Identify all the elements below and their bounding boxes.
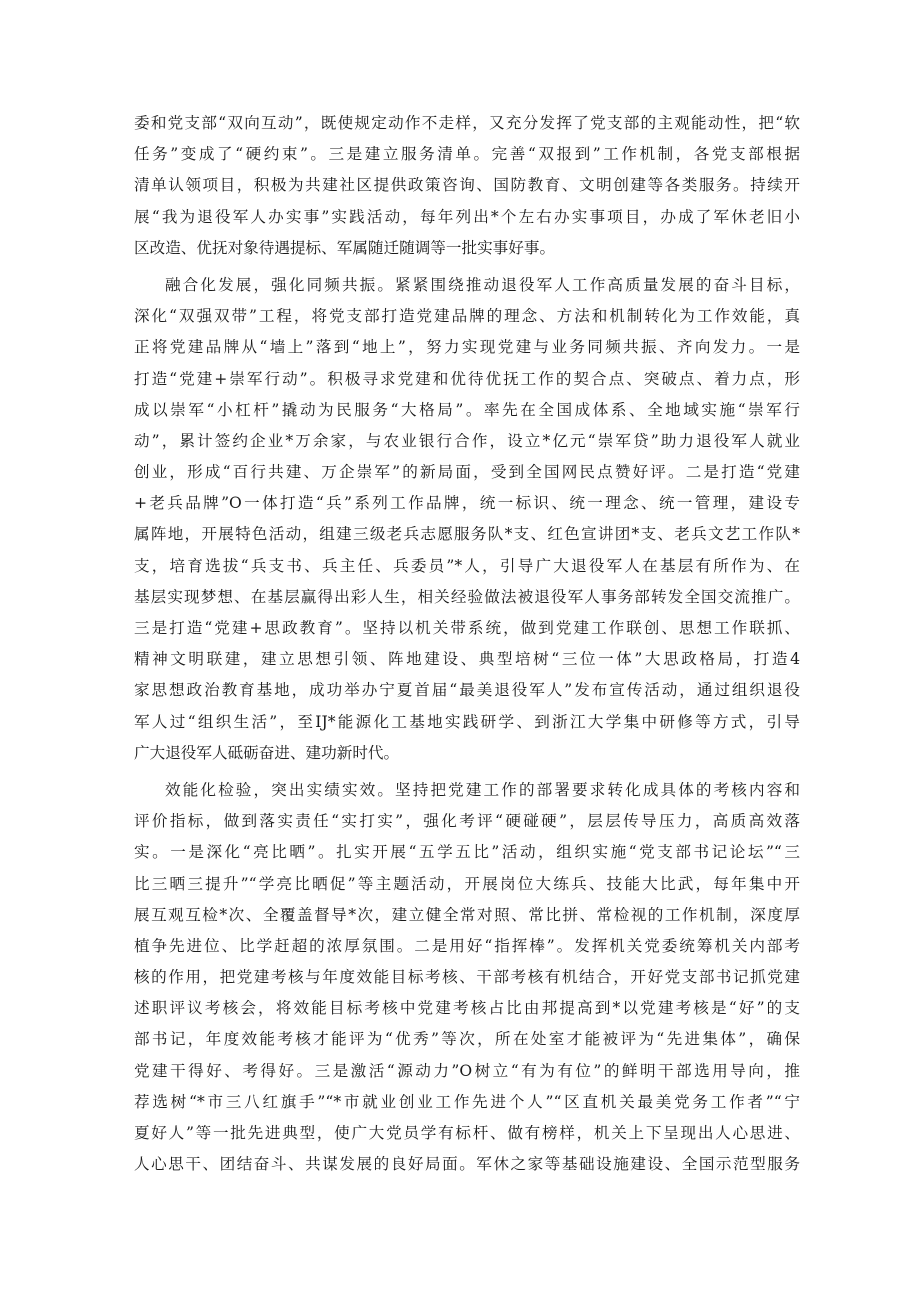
text-line: 支，培育选拔“兵支书、兵主任、兵委员”*人，引导广大退役军人在基层有所作为、在: [134, 556, 800, 575]
text-line: 区改造、优抚对象待遇提标、军属随迁随调等一批实事好事。: [134, 238, 556, 257]
text-line: 家思想政治教育基地，成功举办宁夏首届“最美退役军人”发布宣传活动，通过组织退役: [134, 681, 800, 700]
text-line: 展“我为退役军人办实事”实践活动，每年列出*个左右办实事项目，办成了军休老旧小: [134, 207, 800, 226]
text-line: 实。一是深化“亮比晒”。扎实开展“五学五比”活动，组织实施“党支部书记论坛”“三: [134, 843, 800, 862]
document-body: [134, 108, 800, 1180]
text-line: 核的作用，把党建考核与年度效能目标考核、干部考核有机结合，开好党支部书记抓党建: [134, 968, 800, 987]
paragraph-service-list: [134, 108, 800, 264]
text-line: 三是打造“党建+思政教育”。坚持以机关带系统，做到党建工作联创、思想工作联抓、: [134, 619, 800, 637]
paragraph-integration-development: [134, 270, 800, 769]
text-line: 展互观互检*次、全覆盖督导*次，建立健全常对照、常比拼、常检视的工作机制，深度厚: [134, 905, 800, 924]
text-line: 创业，形成“百行共建、万企崇军”的新局面，受到全国网民点赞好评。二是打造“党建: [134, 463, 800, 482]
text-line: 述职评议考核会，将效能目标考核中党建考核占比由邦提高到*以党建考核是“好”的支: [134, 999, 800, 1018]
text-line: 基层实现梦想、在基层赢得出彩人生，相关经验做法被退役军人事务部转发全国交流推广。: [134, 587, 800, 606]
text-line: 动”，累计签约企业*万余家，与农业银行合作，设立*亿元“崇军贷”助力退役军人就业: [134, 431, 800, 450]
text-line: 清单认领项目，积极为共建社区提供政策咨询、国防教育、文明创建等各类服务。持续开: [134, 176, 800, 195]
text-line: 荐选树“*市三八红旗手”“*市就业创业工作先进个人”“区直机关最美党务工作者”“宁: [134, 1092, 800, 1111]
text-line: 精神文明联建，建立思想引领、阵地建设、典型培树“三位一体”大思政格局，打造4: [134, 650, 800, 669]
text-line: 植争先进位、比学赶超的浓厚氛围。二是用好“指挥棒”。发挥机关党委统筹机关内部考: [134, 936, 800, 955]
text-line: 党建干得好、考得好。三是激活“源动力”O树立“有为有位”的鲜明干部选用导向，推: [134, 1061, 800, 1080]
paragraph-effectiveness-check: [134, 775, 800, 1180]
text-line: 比三晒三提升”“学亮比晒促”等主题活动，开展岗位大练兵、技能大比武，每年集中开: [134, 874, 800, 893]
text-line: 融合化发展，强化同频共振。紧紧围绕推动退役军人工作高质量发展的奋斗目标，: [165, 275, 800, 294]
text-line: 夏好人”等一批先进典型，使广大党员学有标杆、做有榜样，机关上下呈现出人心思进、: [134, 1124, 800, 1142]
text-line: 深化“双强双带”工程，将党支部打造党建品牌的理念、方法和机制转化为工作效能，真: [134, 307, 800, 326]
text-line: 部书记，年度效能考核才能评为“优秀”等次，所在处室才能被评为“先进集体”，确保: [134, 1030, 800, 1049]
text-line: 打造“党建+崇军行动”。积极寻求党建和优待优抚工作的契合点、突破点、着力点，形: [134, 369, 800, 388]
text-line: 评价指标，做到落实责任“实打实”，强化考评“硬碰硬”，层层传导压力，高质高效落: [134, 812, 800, 831]
text-line: 任务”变成了“硬约束”。三是建立服务清单。完善“双报到”工作机制，各党支部根据: [134, 145, 800, 164]
text-line: +老兵品牌”O一体打造“兵”系列工作品牌，统一标识、统一理念、统一管理，建设专: [134, 494, 800, 513]
text-line: 广大退役军人砥砺奋进、建功新时代。: [134, 743, 400, 762]
text-line: 委和党支部“双向互动”，既使规定动作不走样，又充分发挥了党支部的主观能动性，把“软: [134, 114, 800, 132]
text-line: 人心思干、团结奋斗、共谋发展的良好局面。军休之家等基础设施建设、全国示范型服务: [134, 1155, 800, 1174]
text-line: 属阵地，开展特色活动，组建三级老兵志愿服务队*支、红色宣讲团*支、老兵文艺工作队*: [134, 525, 800, 544]
text-line: 效能化检验，突出实绩实效。坚持把党建工作的部署要求转化成具体的考核内容和: [165, 780, 800, 799]
text-line: 军人过“组织生活”，至IJ*能源化工基地实践研学、到浙江大学集中研修等方式，引导: [134, 712, 800, 731]
text-line: 成以崇军“小杠杆”撬动为民服务“大格局”。率先在全国成体系、全地域实施“崇军行: [134, 400, 800, 419]
text-line: 正将党建品牌从“墙上”落到“地上”，努力实现党建与业务同频共振、齐向发力。一是: [134, 338, 800, 357]
